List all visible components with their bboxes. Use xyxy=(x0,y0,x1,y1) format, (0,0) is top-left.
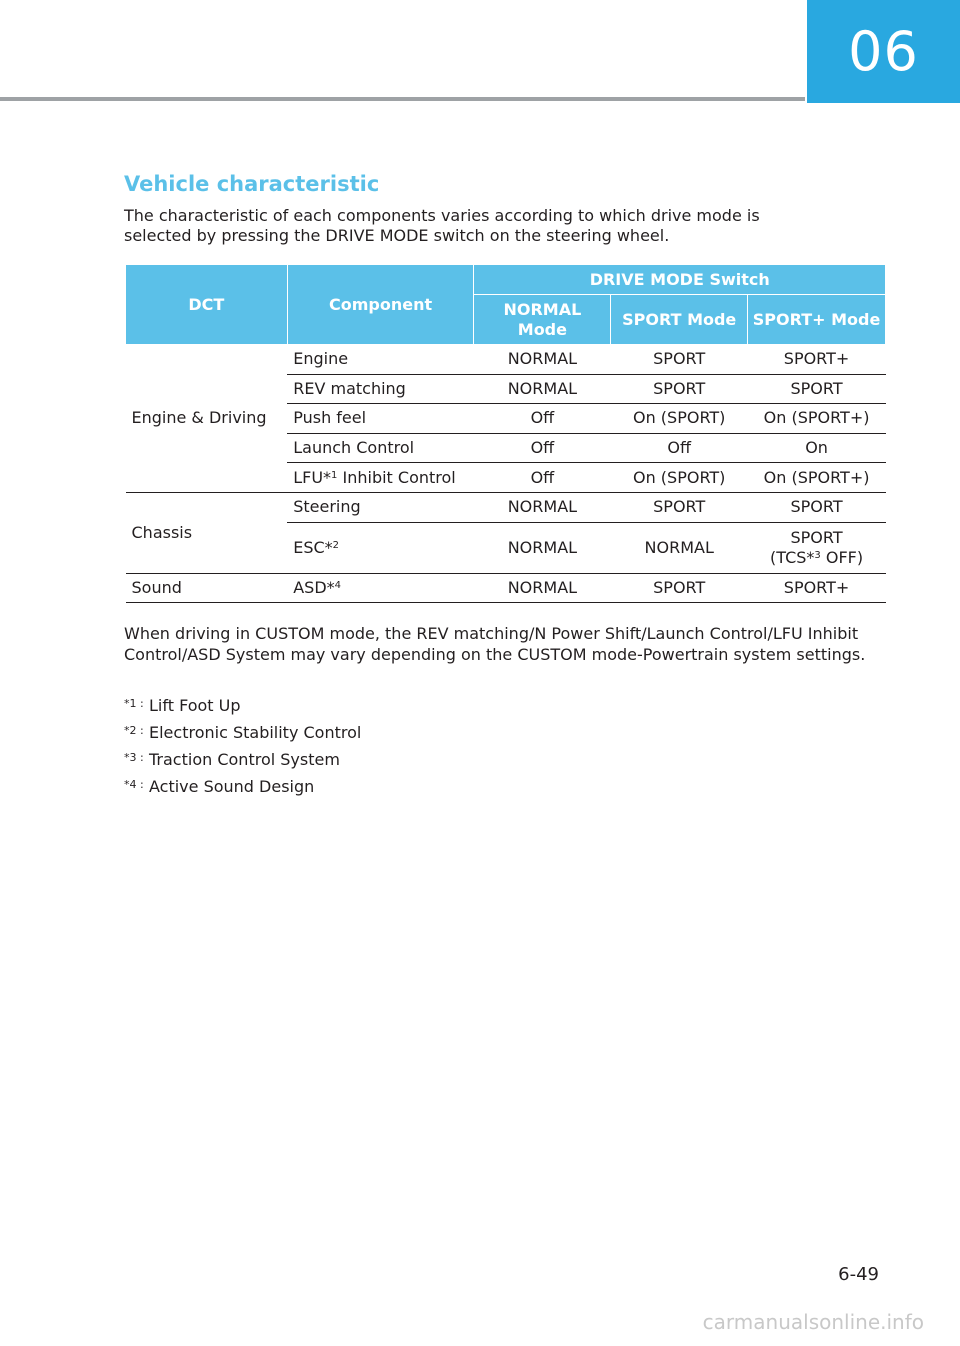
table-row xyxy=(126,573,886,603)
footnote: *3 : Traction Control System xyxy=(124,750,340,769)
component-cell: Engine xyxy=(287,345,474,375)
header-normal-mode: NORMAL Mode xyxy=(474,295,611,345)
group-sound: Sound xyxy=(126,573,288,603)
table-row xyxy=(126,492,886,522)
header-component: Component xyxy=(287,265,474,345)
sport-cell: SPORT xyxy=(611,492,748,522)
component-cell: ESC*$^2$ xyxy=(287,522,474,573)
section-title: Vehicle characteristic xyxy=(124,172,380,196)
sport-cell: NORMAL xyxy=(611,522,748,573)
sport-cell: SPORT xyxy=(611,374,748,404)
sportplus-cell: SPORT+ xyxy=(748,573,886,603)
normal-cell: NORMAL xyxy=(474,522,611,573)
sportplus-cell: On (SPORT+) xyxy=(748,463,886,493)
page-number: 6-49 xyxy=(838,1264,879,1285)
sportplus-cell: SPORT xyxy=(748,492,886,522)
intro-paragraph: The characteristic of each components varies according to which drive mode is selected by pressing the DRIVE MODE switch on the steering wheel. xyxy=(124,206,760,245)
sport-cell: SPORT xyxy=(611,573,748,603)
sport-cell: On (SPORT) xyxy=(611,463,748,493)
group-chassis: Chassis xyxy=(126,492,288,573)
header-sportplus-mode: SPORT+ Mode xyxy=(748,295,886,345)
footnote: *2 : Electronic Stability Control xyxy=(124,723,362,742)
sportplus-cell: On (SPORT+) xyxy=(748,404,886,434)
header-rule xyxy=(0,97,805,101)
component-cell: Steering xyxy=(287,492,474,522)
header-sport-mode: SPORT Mode xyxy=(611,295,748,345)
sportplus-cell: On xyxy=(748,433,886,463)
component-cell: Push feel xyxy=(287,404,474,434)
sport-cell: SPORT xyxy=(611,345,748,375)
header-dct: DCT xyxy=(126,265,288,345)
normal-cell: Off xyxy=(474,463,611,493)
component-cell: Launch Control xyxy=(287,433,474,463)
drive-mode-table xyxy=(125,264,886,603)
group-engine-driving: Engine & Driving xyxy=(126,345,288,493)
sportplus-cell: SPORT (TCS*$^3$ OFF) xyxy=(748,522,886,573)
normal-cell: NORMAL xyxy=(474,492,611,522)
footnote: *4 : Active Sound Design xyxy=(124,777,315,796)
component-cell: REV matching xyxy=(287,374,474,404)
component-cell: LFU*$^1$ Inhibit Control xyxy=(287,463,474,493)
custom-mode-note: When driving in CUSTOM mode, the REV matching/N Power Shift/Launch Control/LFU Inhibit Control/ASD System may vary depending on the CUSTOM mode-Powertrain system settings. xyxy=(124,624,866,664)
sportplus-cell: SPORT xyxy=(748,374,886,404)
sport-cell: On (SPORT) xyxy=(611,404,748,434)
table-row xyxy=(126,345,886,375)
watermark: carmanualsonline.info xyxy=(702,1310,924,1334)
normal-cell: Off xyxy=(474,433,611,463)
normal-cell: NORMAL xyxy=(474,573,611,603)
normal-cell: NORMAL xyxy=(474,374,611,404)
sport-cell: Off xyxy=(611,433,748,463)
header-drive-mode-switch: DRIVE MODE Switch xyxy=(474,265,886,295)
footnotes xyxy=(124,693,361,801)
component-cell: ASD*$^4$ xyxy=(287,573,474,603)
normal-cell: NORMAL xyxy=(474,345,611,375)
sportplus-cell: SPORT+ xyxy=(748,345,886,375)
chapter-tab: 06 xyxy=(807,0,960,103)
footnote: *1 : Lift Foot Up xyxy=(124,696,241,715)
normal-cell: Off xyxy=(474,404,611,434)
